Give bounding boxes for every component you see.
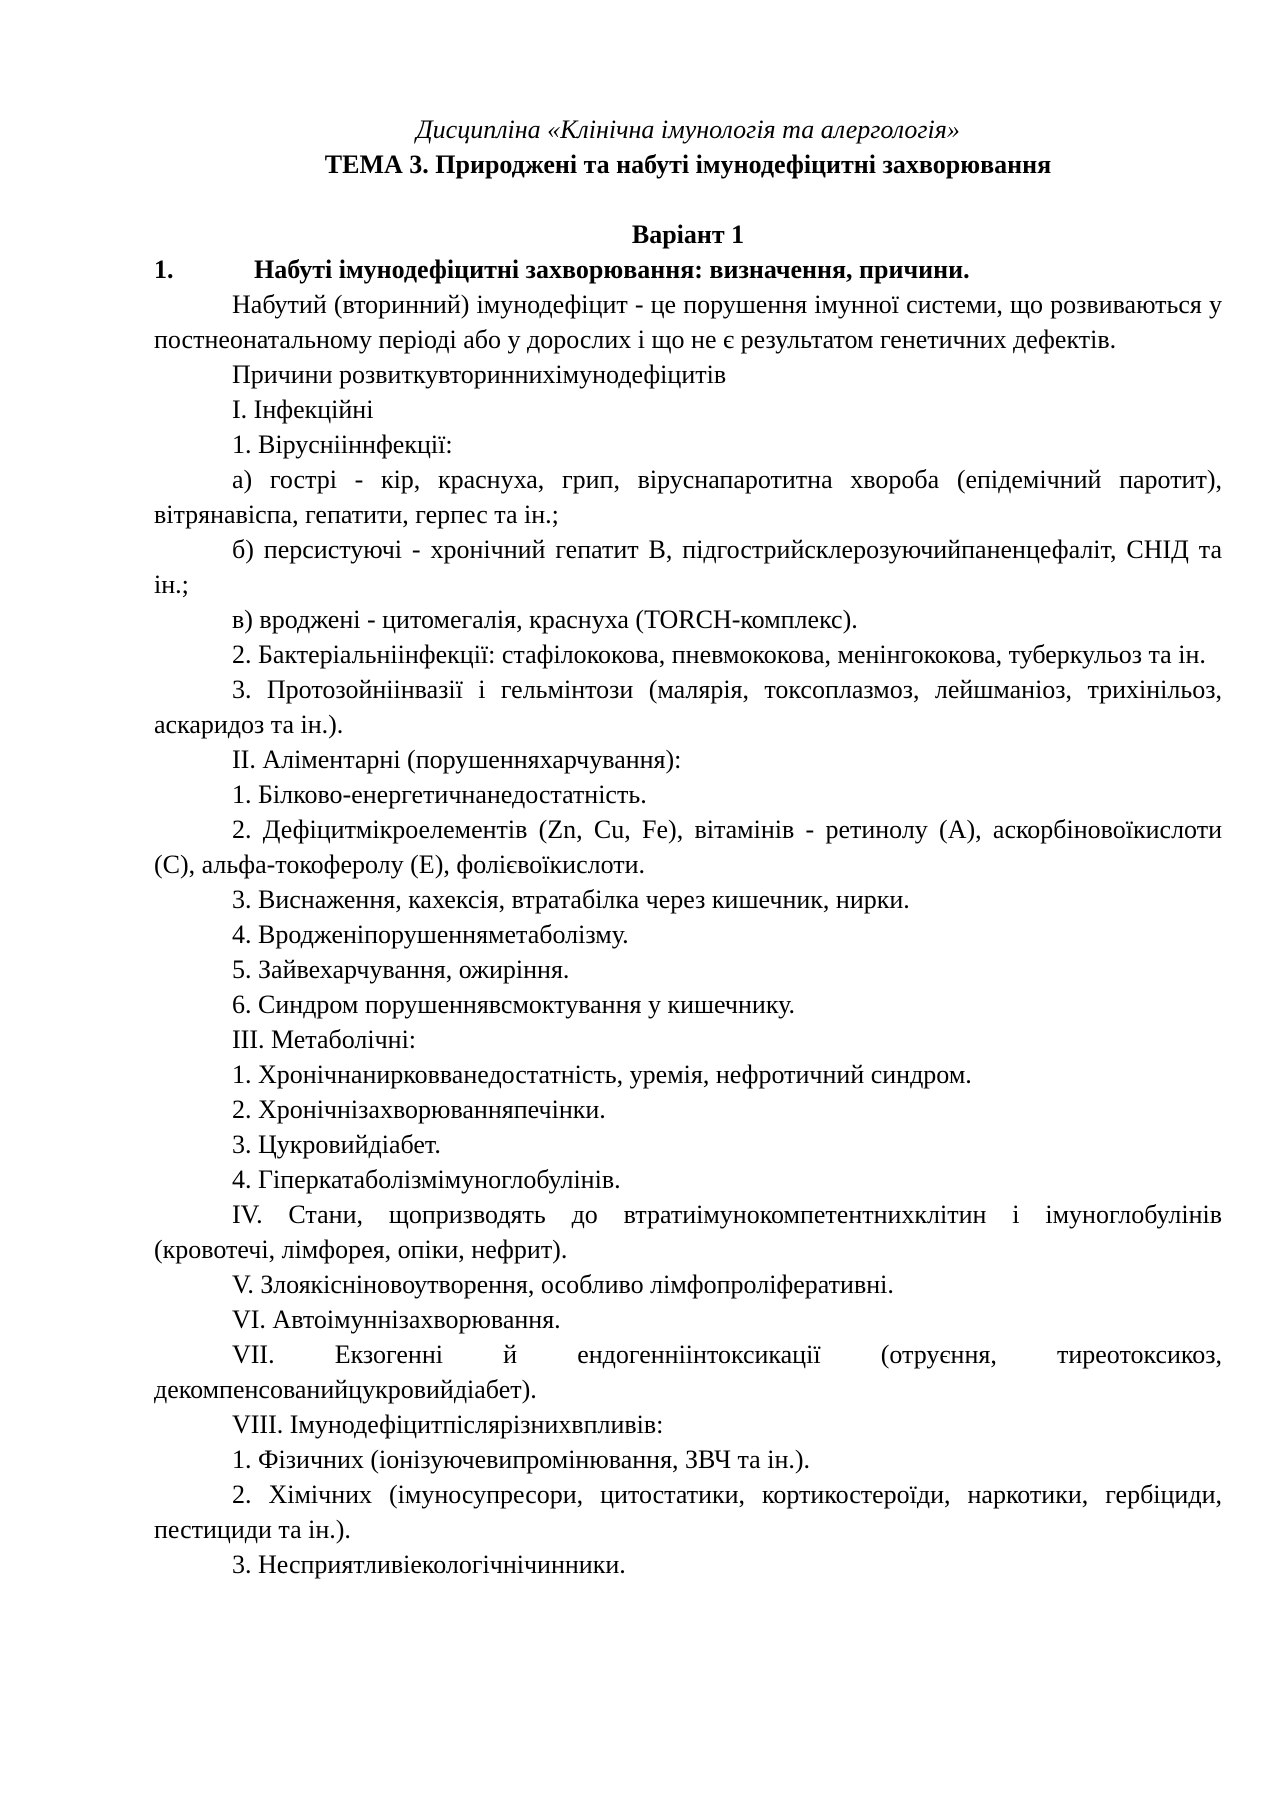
list-item: 5. Зайвехарчування, ожиріння. <box>232 955 570 984</box>
list-item: 1. Білково-енергетичнанедостатність. <box>232 780 647 809</box>
list-item: 2. Хімічних (імуносупресори, цитостатики, кортикостероїди, наркотики, гербіциди, пестициди та ін.). <box>154 1480 1222 1544</box>
list-item: VI. Автоімуннізахворювання. <box>232 1305 561 1334</box>
list-item: в) вроджені - цитомегалія, краснуха (TORCH-комплекс). <box>232 605 858 634</box>
discipline-title: Дисципліна «Клінічна імунологія та алергологія» <box>416 115 960 144</box>
list-item: V. Злоякісніновоутворення, особливо лімфопроліферативні. <box>232 1270 894 1299</box>
list-item: 4. Гіперкатаболізмімуноглобулінів. <box>232 1165 621 1194</box>
list-item: VII. Екзогенні й ендогенніінтоксикації (отруєння, тиреотоксикоз, декомпенсованийцукровийдіабет). <box>154 1340 1222 1404</box>
topic-title: ТЕМА 3. Природжені та набуті імунодефіцитні захворювання <box>324 150 1052 179</box>
list-item: 3. Несприятливіекологічнічинники. <box>232 1550 626 1579</box>
document-page <box>154 112 1222 1582</box>
list-item: 3. Цукровийдіабет. <box>232 1130 441 1159</box>
list-item: I. Інфекційні <box>232 395 374 424</box>
list-item: 4. Вродженіпорушенняметаболізму. <box>232 920 629 949</box>
question-heading <box>154 252 1222 287</box>
list-item: VIII. Імунодефіцитпіслярізнихвпливів: <box>232 1410 664 1439</box>
list-item: 2. Бактеріальніінфекції: стафілококова, пневмококова, менінгококова, туберкульоз та ін. <box>232 640 1206 669</box>
paragraph-causes-heading: Причини розвиткувториннихімунодефіцитів <box>232 360 727 389</box>
paragraph-definition: Набутий (вторинний) імунодефіцит - це порушення імунної системи, що розвиваються у постнеонатальному періоді або у дорослих і що не є результатом генетичних дефектів. <box>154 290 1222 354</box>
list-item: II. Аліментарні (порушенняхарчування): <box>232 745 682 774</box>
list-item: 1. Віруснііннфекції: <box>232 430 453 459</box>
list-item: а) гострі - кір, краснуха, грип, віруснапаротитна хвороба (епідемічний паротит), вітрянавіспа, гепатити, герпес та ін.; <box>154 465 1222 529</box>
question-number: 1. <box>154 255 174 284</box>
list-item: 3. Протозойніінвазії і гельмінтози (малярія, токсоплазмоз, лейшманіоз, трихінільоз, аскаридоз та ін.). <box>154 675 1222 739</box>
question-title: Набуті імунодефіцитні захворювання: визначення, причини. <box>254 255 970 284</box>
list-item: 3. Виснаження, кахексія, втратабілка через кишечник, нирки. <box>232 885 910 914</box>
list-item: III. Метаболічні: <box>232 1025 417 1054</box>
list-item: IV. Стани, щопризводять до втратиімунокомпетентнихклітин і імуноглобулінів (кровотечі, лімфорея, опіки, нефрит). <box>154 1200 1222 1264</box>
list-item: б) персистуючі - хронічний гепатит В, підгострийсклерозуючийпаненцефаліт, СНІД та ін.; <box>154 535 1222 599</box>
list-item: 2. Дефіцитмікроелементів (Zn, Cu, Fe), вітамінів - ретинолу (А), аскорбіновоїкислоти (С), альфа-токоферолу (Е), фолієвоїкислоти. <box>154 815 1222 879</box>
list-item: 6. Синдром порушеннявсмоктування у кишечнику. <box>232 990 795 1019</box>
list-item: 1. Фізичних (іонізуючевипромінювання, ЗВЧ та ін.). <box>232 1445 811 1474</box>
blank-line <box>154 182 1222 217</box>
variant-title: Варіант 1 <box>631 220 745 249</box>
list-item: 1. Хронічнанирковванедостатність, уремія, нефротичний синдром. <box>232 1060 972 1089</box>
list-item: 2. Хронічнізахворюванняпечінки. <box>232 1095 606 1124</box>
